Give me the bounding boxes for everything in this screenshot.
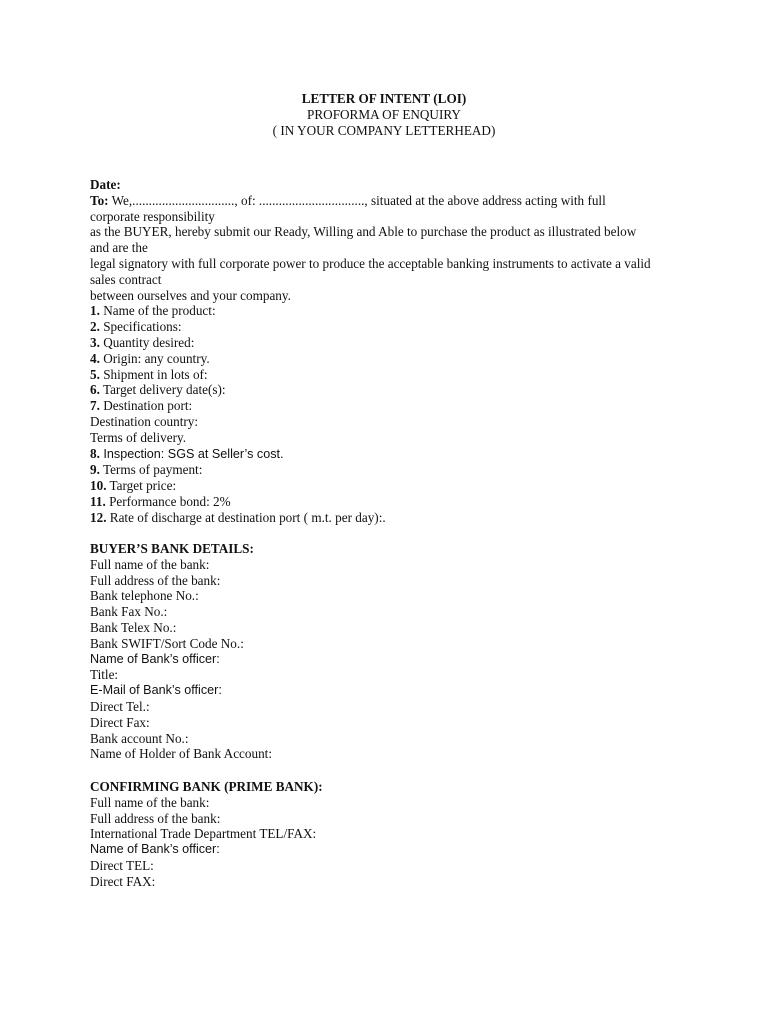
form-field-label: Direct TEL: <box>90 857 154 873</box>
intro-line: and are the <box>90 240 148 256</box>
intro-line: between ourselves and your company. <box>90 287 291 303</box>
form-field-label: Direct FAX: <box>90 873 156 889</box>
form-field-label: Name of Holder of Bank Account: <box>90 746 273 762</box>
to-text: We,..............................., of: ................................, situated at the above address acting with full <box>108 192 606 208</box>
form-field-label: Name of Bank’s officer: <box>90 842 220 857</box>
document-title: LETTER OF INTENT (LOI) <box>301 91 467 106</box>
section-heading: CONFIRMING BANK (PRIME BANK): <box>90 779 323 794</box>
form-field-label: International Trade Department TEL/FAX: <box>90 826 317 842</box>
list-item: 12. Rate of discharge at destination port ( m.t. per day):. <box>90 509 386 525</box>
list-item: 5. Shipment in lots of: <box>90 366 208 382</box>
to-label: To: <box>90 192 109 208</box>
form-field-label: Full address of the bank: <box>90 572 221 588</box>
letterhead-note: ( IN YOUR COMPANY LETTERHEAD) <box>272 122 496 138</box>
form-field-label: Bank telephone No.: <box>90 588 199 604</box>
intro-line: as the BUYER, hereby submit our Ready, Willing and Able to purchase the product as illustrated below <box>90 224 637 240</box>
intro-section <box>90 177 685 526</box>
buyer-bank-section <box>90 541 685 762</box>
date-label: Date: <box>90 177 121 192</box>
list-item: 6. Target delivery date(s): <box>90 382 226 398</box>
form-field-label: E-Mail of Bank’s officer: <box>90 683 222 698</box>
list-item: 4. Origin: any country. <box>90 350 210 366</box>
form-field-label: Bank SWIFT/Sort Code No.: <box>90 635 244 651</box>
form-field-label: Bank Telex No.: <box>90 619 177 635</box>
list-item: Terms of delivery. <box>90 429 186 445</box>
section-heading: BUYER’S BANK DETAILS: <box>90 541 254 556</box>
list-item: 10. Target price: <box>90 478 177 494</box>
list-item: 8. Inspection: SGS at Seller’s cost. <box>90 445 284 461</box>
document-subtitle: PROFORMA OF ENQUIRY <box>307 106 461 122</box>
form-field-label: Direct Tel.: <box>90 698 150 714</box>
intro-line: corporate responsibility <box>90 208 215 224</box>
document-header <box>0 91 768 138</box>
form-field-label: Full name of the bank: <box>90 556 210 572</box>
list-item: 7. Destination port: <box>90 398 193 414</box>
intro-line: sales contract <box>90 271 162 287</box>
list-item: 9. Terms of payment: <box>90 462 203 478</box>
list-item: 3. Quantity desired: <box>90 334 195 350</box>
form-field-label: Direct Fax: <box>90 714 150 730</box>
form-field-label: Full name of the bank: <box>90 794 210 810</box>
list-item: Destination country: <box>90 413 199 429</box>
list-item: 1. Name of the product: <box>90 303 216 319</box>
intro-line: legal signatory with full corporate power to produce the acceptable banking instruments to activate a valid <box>90 255 651 271</box>
form-field-label: Full address of the bank: <box>90 810 221 826</box>
list-item: 2. Specifications: <box>90 319 182 335</box>
confirming-bank-section <box>90 779 685 890</box>
form-field-label: Bank Fax No.: <box>90 604 168 620</box>
form-field-label: Name of Bank’s officer: <box>90 651 220 666</box>
form-field-label: Title: <box>90 667 119 683</box>
form-field-label: Bank account No.: <box>90 730 189 746</box>
list-item: 11. Performance bond: 2% <box>90 493 231 509</box>
